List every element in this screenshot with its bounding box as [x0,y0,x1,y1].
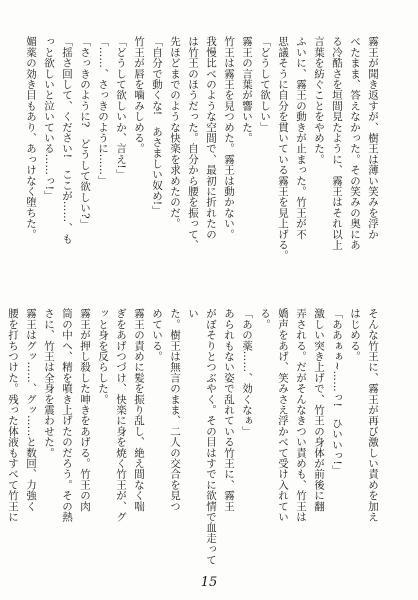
text-line: 「さっきのように? どうして欲しい?」 [79,36,91,230]
text-line: は竹王のほうだった。自分から腰を振って、 [187,36,199,250]
text-line: 我慢比べのような空間で、最初に折れたの [205,36,217,240]
text-line: 筒の中へ、精を噴き上げたのだろう。その熱 [61,308,73,522]
text-line: 「あの薬……、効くなぁ」 [241,308,253,437]
text-line: る冷酷さを垣間見たように、霧王はそれ以上 [331,36,343,250]
text-line: そんな竹王に、霧王が再び激しい責めを加え [367,308,379,522]
text-line: 竹王が唇を噛みしめる。 [133,36,145,154]
text-line: 媚薬の効き目もあり、あっけなく堕ちた。 [25,36,37,240]
text-line: めている。 [151,308,163,362]
text-line: 弄される。だがそんなきつい責めも、竹王は [295,308,307,522]
text-line: 激しい突き上げで、竹王の身体が前後に翻 [313,308,325,512]
text-line: っと欲しいと泣いている……っ!」 [43,36,55,201]
text-line: 言葉を紡ぐことをやめた。 [313,36,325,165]
text-line: ッと身を反らした。 [97,308,109,405]
text-line: 「揺さ回して、ください! ここが……、も [61,36,73,244]
text-line: ふいに、霧王の動きが止まった。竹王が不 [295,36,307,240]
text-line: 嬌声をあげ、笑みさえ浮かべて受け入れてい [277,308,289,522]
page-number: 15 [200,575,218,590]
text-line: ぎをあげつづけ、快楽に身を焼く竹王が、グ [115,308,127,522]
text-line: 「どうして欲しいか、言え!」 [115,36,127,180]
text-block-top [25,36,382,291]
text-line: 先ほどまでのような快楽を求めたのだ。 [169,36,181,229]
text-line: 腰を打ちつけた。残った体液もすべて竹王に [7,308,19,522]
text-line: 霧王が押し殺した呻きをあげる。竹王の肉 [79,308,91,512]
text-line: 「ああぁぁ~……っ! ひいいっ!」 [331,308,343,476]
text-line: 「自分で動くな! あさましい奴め!」 [151,36,163,217]
text-line: あられもない姿で乱れている竹王に、霧王 [223,308,235,512]
text-line: さに、竹王は全身を震わせた。 [43,308,55,458]
text-line: 思議そうに自分を貫いている霧王を見上げる。 [277,36,289,261]
text-line: た。樹王は無言のまま、二人の交合を見つ [169,308,181,512]
text-line: がぼそりとつぶやく。その目はすでに欲情で血走ってい [187,308,217,565]
text-line: 「……、さっきのように……」 [97,36,109,186]
text-line: 霧王はグッ……、グッ……と数回、力強く [25,308,37,512]
text-line: 霧王が聞き返すが、樹王は薄い笑みを浮か [367,36,379,240]
text-line: 霧王の言葉が響いた。 [241,36,253,143]
text-line: 「どうして欲しい」 [259,36,271,133]
text-line: べたまま、答えなかった。その笑みの奥にあ [349,36,361,250]
text-line: はじめる。 [349,308,361,362]
text-block-bottom [7,308,382,570]
text-line: 竹王は霧王を見つめた。霧王は動かない。 [223,36,235,240]
text-line: 霧王の責めに髪を振り乱し、絶え間なく喘 [133,308,145,512]
text-line: る。 [259,308,271,330]
